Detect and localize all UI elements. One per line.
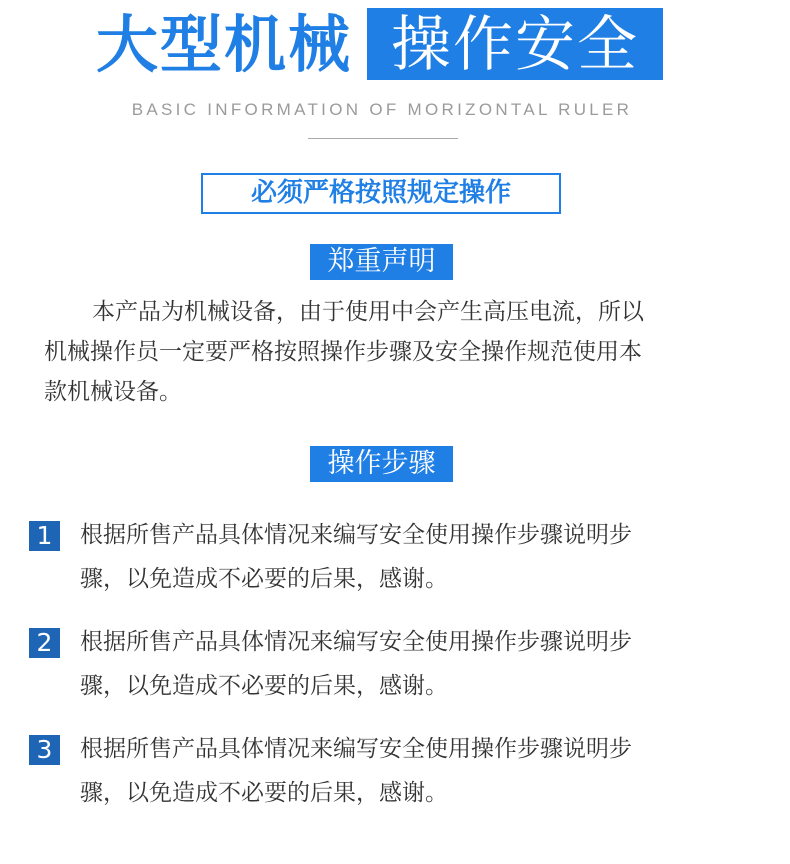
step-line: 根据所售产品具体情况来编写安全使用操作步骤说明步 bbox=[80, 629, 632, 655]
subtitle: BASIC INFORMATION OF MORIZONTAL RULER bbox=[131, 100, 633, 119]
step-number-badge: 2 bbox=[29, 628, 60, 658]
notice-text: 必须严格按照规定操作 bbox=[250, 178, 511, 208]
step-text bbox=[80, 727, 760, 815]
statement-paragraph bbox=[44, 292, 734, 412]
divider bbox=[308, 138, 458, 139]
title-highlight-box bbox=[367, 8, 663, 80]
title-main: 大型机械 bbox=[96, 8, 353, 81]
notice-box bbox=[201, 173, 561, 214]
statement-line: 款机械设备。 bbox=[44, 379, 182, 405]
step-line: 骤，以免造成不必要的后果，感谢。 bbox=[80, 780, 448, 806]
step-text bbox=[80, 620, 760, 708]
title-highlight: 操作安全 bbox=[391, 10, 639, 80]
step-number-badge: 3 bbox=[29, 735, 60, 765]
step-line: 骤，以免造成不必要的后果，感谢。 bbox=[80, 673, 448, 699]
step-number-badge: 1 bbox=[29, 521, 60, 551]
statement-label: 郑重声明 bbox=[310, 244, 453, 280]
step-text bbox=[80, 513, 760, 601]
step-line: 根据所售产品具体情况来编写安全使用操作步骤说明步 bbox=[80, 736, 632, 762]
step-line: 根据所售产品具体情况来编写安全使用操作步骤说明步 bbox=[80, 522, 632, 548]
statement-line: 机械操作员一定要严格按照操作步骤及安全操作规范使用本 bbox=[44, 339, 642, 365]
statement-line: 本产品为机械设备，由于使用中会产生高压电流，所以 bbox=[92, 299, 644, 325]
steps-label: 操作步骤 bbox=[310, 446, 453, 482]
step-line: 骤，以免造成不必要的后果，感谢。 bbox=[80, 566, 448, 592]
